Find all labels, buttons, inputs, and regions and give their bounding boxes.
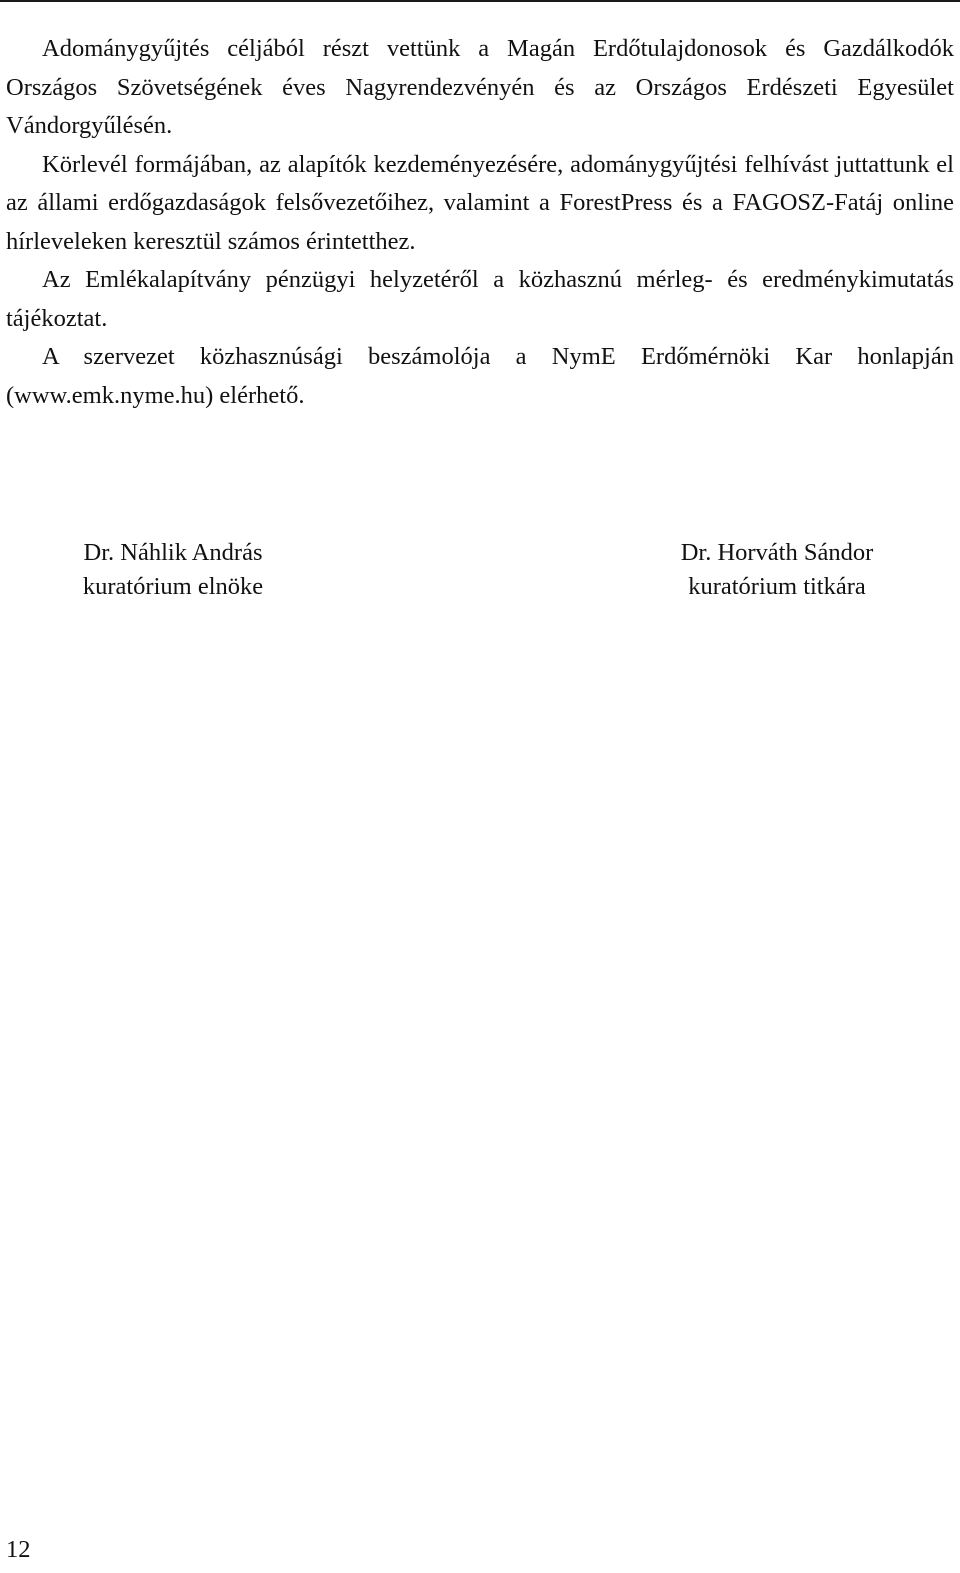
paragraph-public-report: A szervezet közhasznúsági beszámolója a NymE Erdőmérnöki Kar honlapján (www.emk.nyme.hu) elérhető. [6,343,954,409]
paragraph-circular-letter: Körlevél formájában, az alapítók kezdeményezésére, adománygyűjtési felhívást juttattunk el az állami erdőgazdaságok felsővezetőihez, valamint a ForestPress és a FAGOSZ-Fatáj online hírleveleken keresztül számos érintetthez. [6,150,954,255]
signatory-role: kuratórium titkára [688,573,866,600]
signatory-name: Dr. Horváth Sándor [680,539,874,566]
signatory-name: Dr. Náhlik András [83,539,263,566]
paragraph-fundraising-events: Adománygyűjtés céljából részt vettünk a Magán Erdőtulajdonosok és Gazdálkodók Országos Szövetségének éves Nagyrendezvényén és az Országos Erdészeti Egyesület Vándorgyűlésén. [6,35,954,139]
paragraph-financial-status: Az Emlékalapítvány pénzügyi helyzetéről a közhasznú mérleg- és eredménykimutatás tájékoztat. [6,266,954,332]
signature-block-chairman [48,536,298,604]
page-number: 12 [6,1536,31,1563]
signatory-role: kuratórium elnöke [82,573,264,600]
signature-block-secretary [646,536,908,604]
report-body [6,30,954,415]
header-rule [0,0,960,2]
